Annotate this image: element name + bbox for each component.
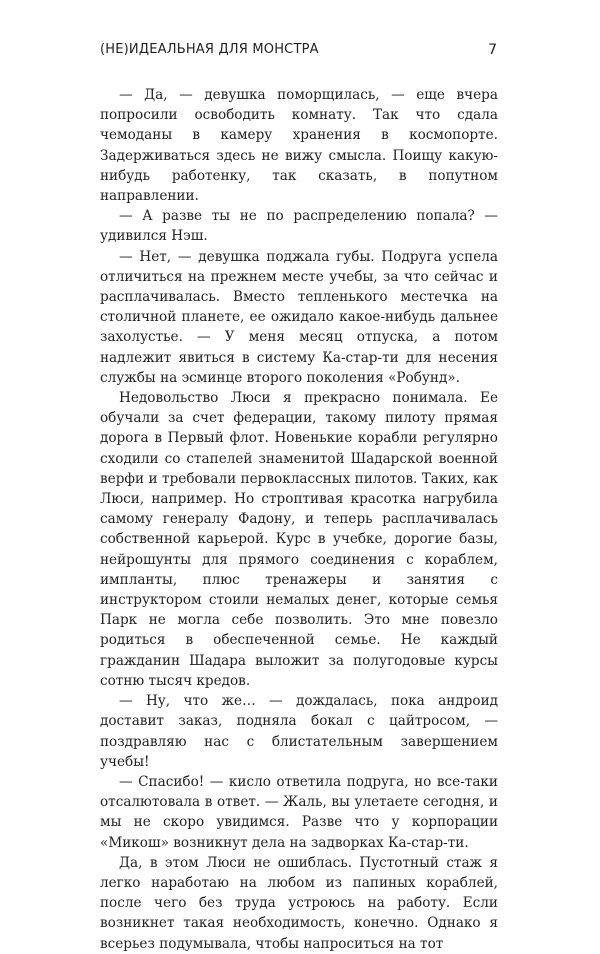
- running-head-title: (НЕ)ИДЕАЛЬНАЯ ДЛЯ МОНСТРА: [100, 42, 319, 57]
- page-number: 7: [488, 42, 497, 58]
- paragraph: Недовольство Люси я прекрасно понимала. Ее обучали за счет федерации, такому пилоту прямая дорога в Первый флот. Новенькие корабли регулярно сходили со стапелей знаменитой Шадарской военной верфи и требовали первоклассных пилотов. Таких, как Люси, например. Но строптивая красотка нагрубила самому генералу Фадону, и теперь расплачивалась собственной карьерой. Курс в учебке, дорогие базы, нейрошунты для прямого соединения с кораблем, импланты, плюс тренажеры и занятия с инструктором стоили немалых денег, которые семья Парк не могла себе позволить. Это мне повезло родиться в обеспеченной семье. Не каждый гражданин Шадара выложит за полугодовые курсы сотню тысяч кредов.: [100, 390, 498, 689]
- paragraph: — Ну, что же… — дождалась, пока андроид доставит заказ, подняла бокал с цайтросом, — поздравляю нас с блистательным завершением учебы!: [100, 693, 498, 770]
- paragraph: — А разве ты не по распределению попала? — удивился Нэш.: [100, 208, 498, 245]
- paragraph: — Да, — девушка поморщилась, — еще вчера попросили освободить комнату. Так что сдала чемоданы в камеру хранения в космопорте. Задерживаться здесь не вижу смысла. Поищу какую-нибудь работенку, так сказать, в попутном направлении.: [100, 87, 498, 205]
- body-text: [100, 85, 498, 954]
- paragraph: — Нет, — девушка поджала губы. Подруга успела отличиться на прежнем месте учебы, за что сейчас и расплачивалась. Вместо тепленького местечка на столичной планете, ее ожидало какое-нибудь дальнее захолустье. — У меня месяц отпуска, а потом надлежит явиться в систему Ка-стар-ти для несения службы на эсминце второго поколения «Робунд».: [100, 248, 498, 386]
- paragraph: Да, в этом Люси не ошиблась. Пустотный стаж я легко наработаю на любом из папиных кораблей, после чего без труда устроюсь на работу. Если возникнет такая необходимость, конечно. Однако я всерьез подумывала, чтобы напроситься на тот: [100, 854, 498, 952]
- paragraph: — Спасибо! — кисло ответила подруга, но все-таки отсалютовала в ответ. — Жаль, вы улетаете сегодня, и мы не скоро увидимся. Разве что у корпорации «Микош» возникнут дела на задворках Ка-стар-ти.: [100, 773, 498, 851]
